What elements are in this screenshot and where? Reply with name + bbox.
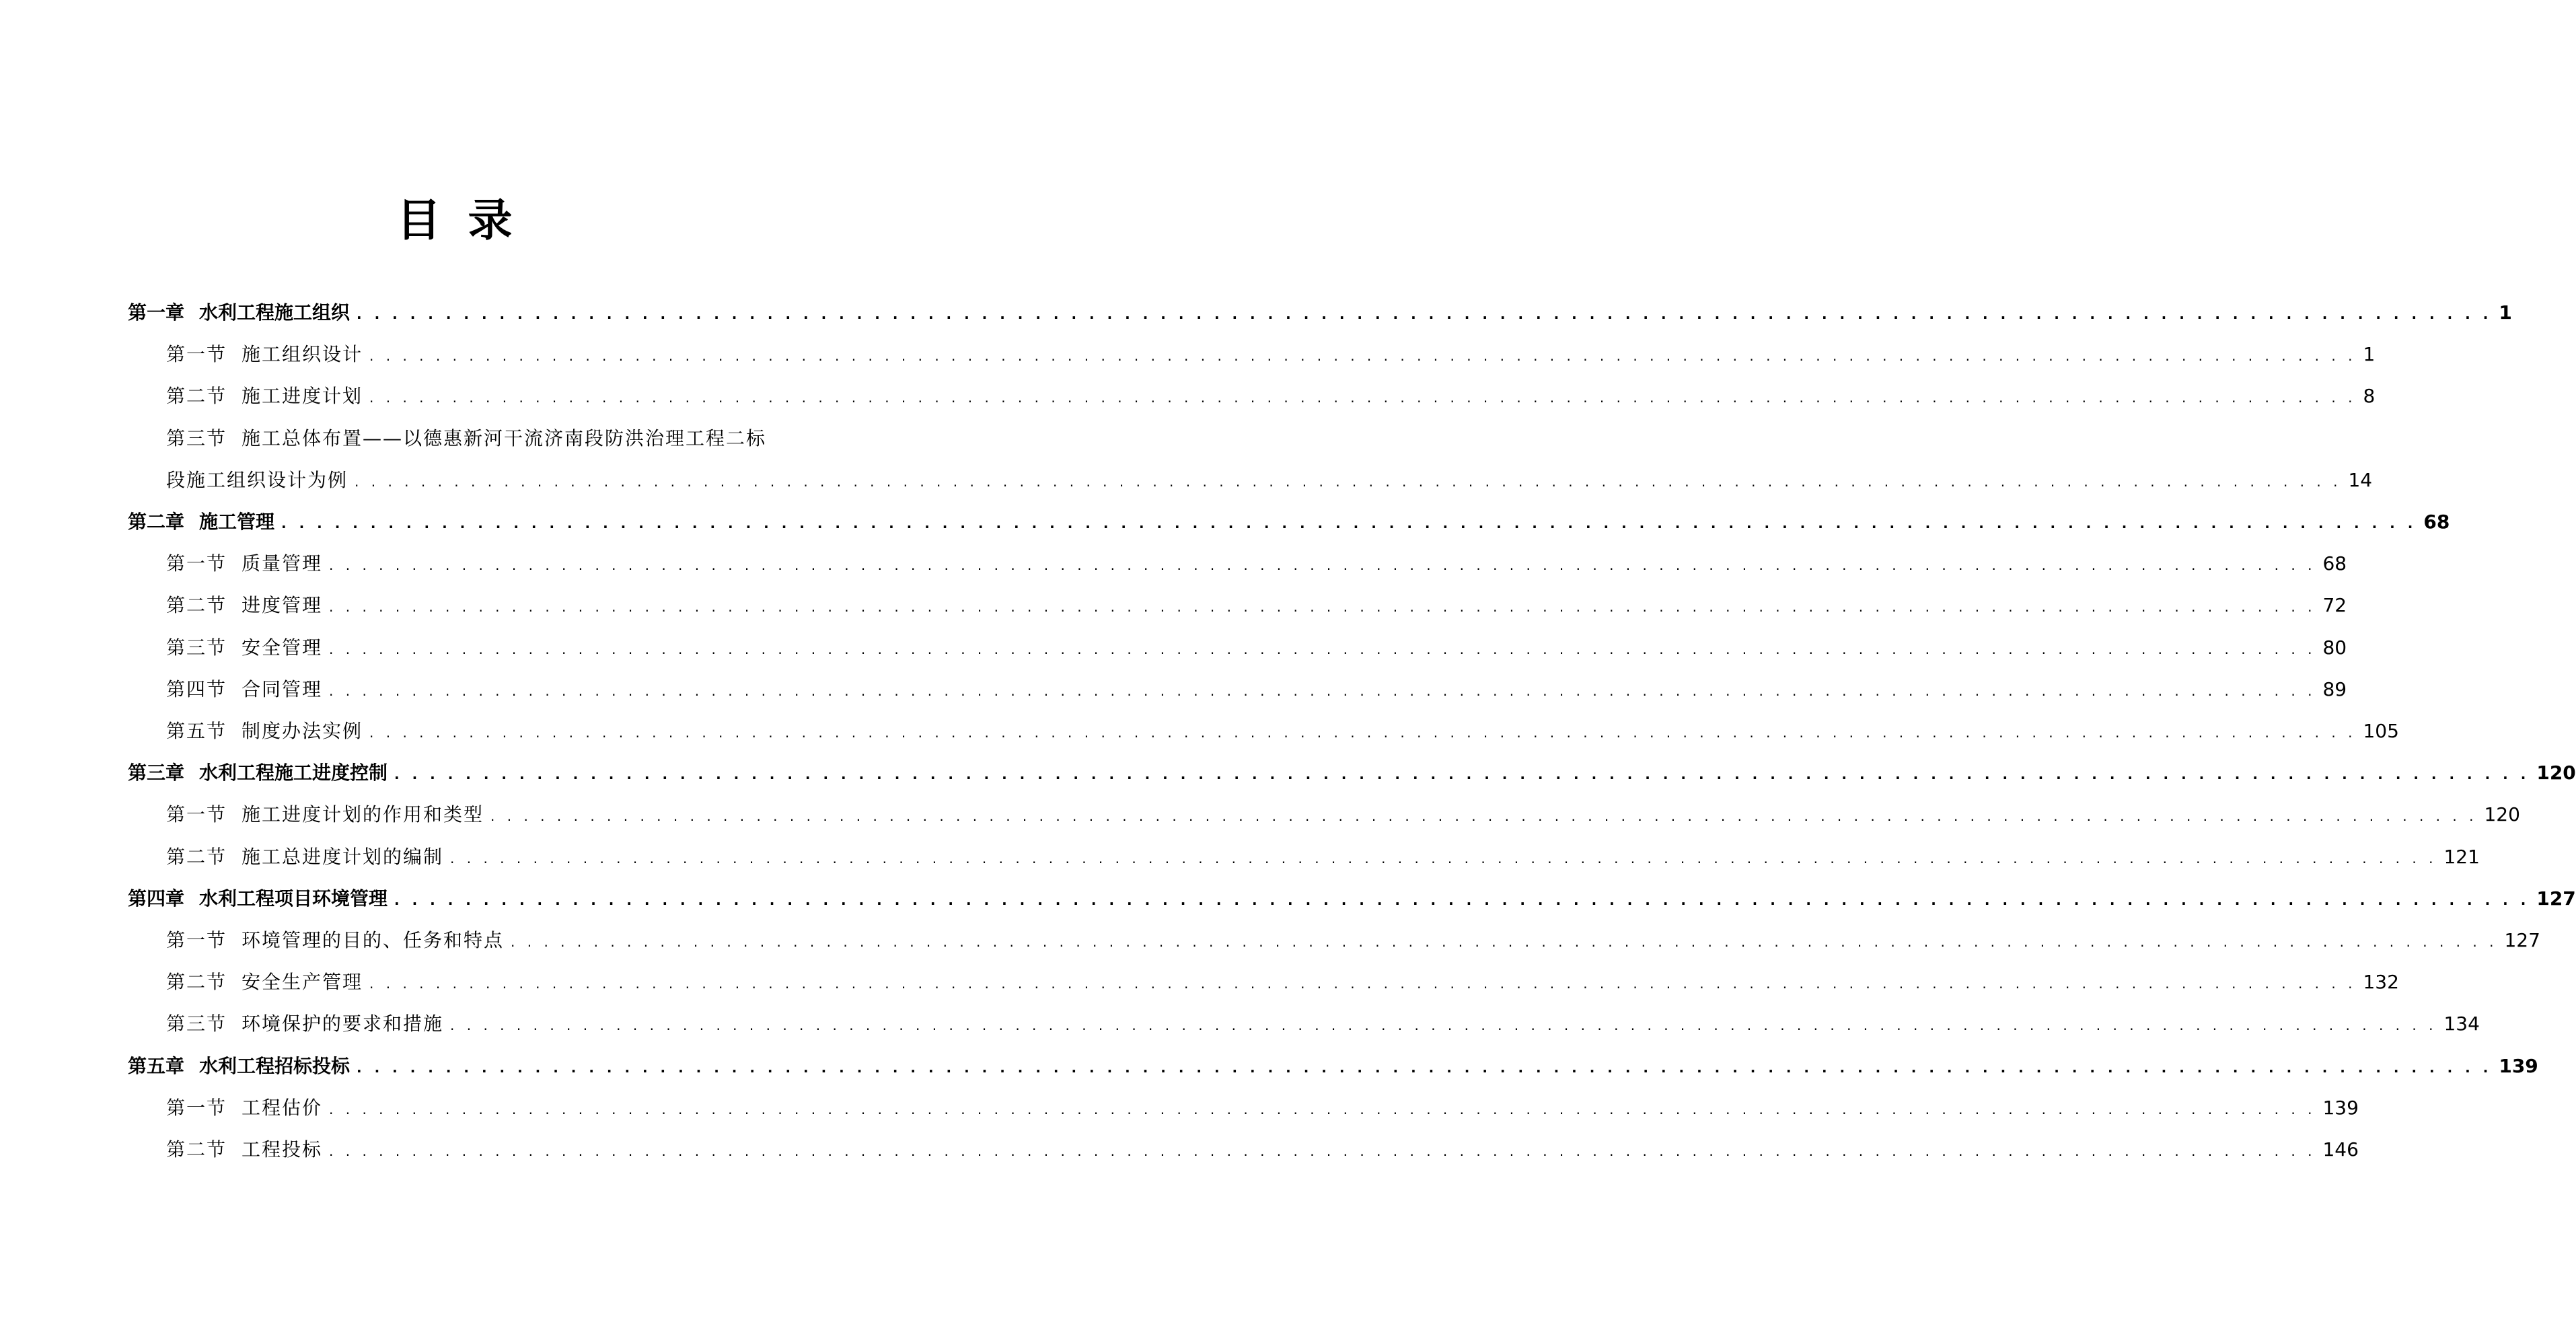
section-title: 施工进度计划的作用和类型 [242,803,484,826]
toc-section-entry [166,547,2347,581]
section-title: 质量管理 [242,552,323,575]
dot-leader: . . . . . . . . . . . . . . . . . . . . . . . . . . . . . . . . . . . . . . . . . . . . . . . . . . . . . . . . . . . . . . . . . . . . . . . . . . . . . . . . . . . . . . . . . . . . . . . . . . . . . . . . . . . . . . . . . . . . . . . . [357,306,2493,322]
page-number: 139 [2322,1096,2359,1119]
section-title: 进度管理 [242,594,323,617]
page-number: 127 [2504,929,2540,951]
section-title: 工程估价 [242,1096,323,1119]
toc-section-entry [166,464,2373,497]
chapter-number: 第四章 [128,887,185,910]
section-title: 安全生产管理 [242,971,363,994]
dot-leader: . . . . . . . . . . . . . . . . . . . . . . . . . . . . . . . . . . . . . . . . . . . . . . . . . . . . . . . . . . . . . . . . . . . . . . . . . . . . . . . . . . . . . . . . . . . . . . . . . . . . . . . . . . . . . . . . . . . . . . . . [329,1101,2316,1117]
dot-leader: . . . . . . . . . . . . . . . . . . . . . . . . . . . . . . . . . . . . . . . . . . . . . . . . . . . . . . . . . . . . . . . . . . . . . . . . . . . . . . . . . . . . . . . . . . . . . . . . . . . . . . . . . . . . . . . . . . . . . . . . [329,599,2316,616]
chapter-title: 水利工程施工组织 [199,301,351,324]
section-number: 第一节 [166,803,227,826]
dot-leader: . . . . . . . . . . . . . . . . . . . . . . . . . . . . . . . . . . . . . . . . . . . . . . . . . . . . . . . . . . . . . . . . . . . . . . . . . . . . . . . . . . . . . . . . . . . . . . . . . . . . . . . . . . . . . . . . . . . . . . . . [369,348,2357,365]
section-title: 合同管理 [242,677,323,700]
section-title: 工程投标 [242,1138,323,1161]
toc-section-entry [166,589,2347,622]
toc-section-entry [166,965,2399,999]
dot-leader: . . . . . . . . . . . . . . . . . . . . . . . . . . . . . . . . . . . . . . . . . . . . . . . . . . . . . . . . . . . . . . . . . . . . . . . . . . . . . . . . . . . . . . . . . . . . . . . . . . . . . . . . . . . . . . . . . . . . . . . . [490,808,2478,825]
page-number: 8 [2363,385,2376,408]
dot-leader: . . . . . . . . . . . . . . . . . . . . . . . . . . . . . . . . . . . . . . . . . . . . . . . . . . . . . . . . . . . . . . . . . . . . . . . . . . . . . . . . . . . . . . . . . . . . . . . . . . . . . . . . . . . . . . . . . . . . . . . . [511,934,2498,950]
toc-chapter-entry [128,756,2576,790]
section-title: 制度办法实例 [242,720,363,742]
toc-section-entry [166,924,2540,957]
section-number: 第一节 [166,1096,227,1119]
section-number: 第二节 [166,1138,227,1161]
page-number: 14 [2348,468,2373,491]
chapter-number: 第二章 [128,511,185,533]
page-title: 目录 [396,194,540,246]
toc-section-entry [166,798,2520,832]
dot-leader: . . . . . . . . . . . . . . . . . . . . . . . . . . . . . . . . . . . . . . . . . . . . . . . . . . . . . . . . . . . . . . . . . . . . . . . . . . . . . . . . . . . . . . . . . . . . . . . . . . . . . . . . . . . . . . . . . . . . . . . . [329,557,2316,574]
toc-section-entry [166,631,2347,665]
toc-section-entry [166,338,2376,371]
page-number: 1 [2499,301,2512,324]
toc-section-entry [166,714,2399,748]
page-number: 105 [2363,720,2399,742]
section-title: 施工总进度计划的编制 [242,845,444,868]
section-number: 第一节 [166,343,227,366]
page-number: 89 [2322,677,2347,700]
toc-section-entry [166,673,2347,706]
toc-section-entry [166,422,805,455]
toc-section-entry [166,1007,2480,1041]
dot-leader: . . . . . . . . . . . . . . . . . . . . . . . . . . . . . . . . . . . . . . . . . . . . . . . . . . . . . . . . . . . . . . . . . . . . . . . . . . . . . . . . . . . . . . . . . . . . . . . . . . . . . . . . . . . . . . . . . . . . . . . . [450,850,2437,867]
dot-leader: . . . . . . . . . . . . . . . . . . . . . . . . . . . . . . . . . . . . . . . . . . . . . . . . . . . . . . . . . . . . . . . . . . . . . . . . . . . . . . . . . . . . . . . . . . . . . . . . . . . . . . . . . . . . . . . . . . . . . . . . [281,515,2417,531]
dot-leader: . . . . . . . . . . . . . . . . . . . . . . . . . . . . . . . . . . . . . . . . . . . . . . . . . . . . . . . . . . . . . . . . . . . . . . . . . . . . . . . . . . . . . . . . . . . . . . . . . . . . . . . . . . . . . . . . . . . . . . . . [329,1143,2316,1159]
chapter-title: 水利工程招标投标 [199,1054,351,1077]
dot-leader: . . . . . . . . . . . . . . . . . . . . . . . . . . . . . . . . . . . . . . . . . . . . . . . . . . . . . . . . . . . . . . . . . . . . . . . . . . . . . . . . . . . . . . . . . . . . . . . . . . . . . . . . . . . . . . . . . . . . . . . . [369,976,2357,992]
section-number: 第三节 [166,427,227,449]
page-number: 146 [2322,1138,2359,1161]
section-title: 环境管理的目的、任务和特点 [242,929,505,951]
chapter-title: 水利工程施工进度控制 [199,762,388,784]
toc-chapter-entry [128,882,2576,916]
section-title: 环境保护的要求和措施 [242,1013,444,1035]
toc-section-entry [166,1091,2359,1125]
page-number: 132 [2363,971,2399,994]
section-title: 施工总体布置——以德惠新河干流济南段防洪治理工程二标 [242,427,767,449]
section-number: 第二节 [166,385,227,408]
section-number: 第二节 [166,845,227,868]
page-number: 120 [2536,762,2576,784]
dot-leader: . . . . . . . . . . . . . . . . . . . . . . . . . . . . . . . . . . . . . . . . . . . . . . . . . . . . . . . . . . . . . . . . . . . . . . . . . . . . . . . . . . . . . . . . . . . . . . . . . . . . . . . . . . . . . . . . . . . . . . . . [394,891,2530,908]
section-number: 第一节 [166,929,227,951]
toc-chapter-entry [128,296,2512,330]
toc-section-entry [166,840,2480,874]
chapter-title: 水利工程项目环境管理 [199,887,388,910]
page-number: 121 [2443,845,2480,868]
toc-section-entry [166,379,2376,413]
dot-leader: . . . . . . . . . . . . . . . . . . . . . . . . . . . . . . . . . . . . . . . . . . . . . . . . . . . . . . . . . . . . . . . . . . . . . . . . . . . . . . . . . . . . . . . . . . . . . . . . . . . . . . . . . . . . . . . . . . . . . . . . [329,682,2316,699]
page-number: 68 [2423,511,2450,533]
section-title: 安全管理 [242,636,323,659]
section-number: 第五节 [166,720,227,742]
page-number: 120 [2484,803,2520,826]
section-title: 施工进度计划 [242,385,363,408]
dot-leader: . . . . . . . . . . . . . . . . . . . . . . . . . . . . . . . . . . . . . . . . . . . . . . . . . . . . . . . . . . . . . . . . . . . . . . . . . . . . . . . . . . . . . . . . . . . . . . . . . . . . . . . . . . . . . . . . . . . . . . . . [357,1059,2493,1076]
toc-chapter-entry [128,1050,2538,1083]
section-number: 第二节 [166,594,227,617]
dot-leader: . . . . . . . . . . . . . . . . . . . . . . . . . . . . . . . . . . . . . . . . . . . . . . . . . . . . . . . . . . . . . . . . . . . . . . . . . . . . . . . . . . . . . . . . . . . . . . . . . . . . . . . . . . . . . . . . . . . . . . . . [355,473,2342,490]
dot-leader: . . . . . . . . . . . . . . . . . . . . . . . . . . . . . . . . . . . . . . . . . . . . . . . . . . . . . . . . . . . . . . . . . . . . . . . . . . . . . . . . . . . . . . . . . . . . . . . . . . . . . . . . . . . . . . . . . . . . . . . . [329,640,2316,657]
section-number: 第二节 [166,971,227,994]
section-number: 第三节 [166,1013,227,1035]
toc-section-entry [166,1133,2359,1167]
page-number: 68 [2322,552,2347,575]
dot-leader: . . . . . . . . . . . . . . . . . . . . . . . . . . . . . . . . . . . . . . . . . . . . . . . . . . . . . . . . . . . . . . . . . . . . . . . . . . . . . . . . . . . . . . . . . . . . . . . . . . . . . . . . . . . . . . . . . . . . . . . . [394,766,2530,783]
page-number: 134 [2443,1013,2480,1035]
chapter-number: 第五章 [128,1054,185,1077]
chapter-title: 施工管理 [199,511,275,533]
page-number: 139 [2499,1054,2538,1077]
section-title: 施工组织设计 [242,343,363,366]
dot-leader: . . . . . . . . . . . . . . . . . . . . . . . . . . . . . . . . . . . . . . . . . . . . . . . . . . . . . . . . . . . . . . . . . . . . . . . . . . . . . . . . . . . . . . . . . . . . . . . . . . . . . . . . . . . . . . . . . . . . . . . . [369,390,2357,406]
section-number: 第一节 [166,552,227,575]
page-number: 127 [2536,887,2576,910]
page-number: 80 [2322,636,2347,659]
chapter-number: 第一章 [128,301,185,324]
chapter-number: 第三章 [128,762,185,784]
page-number: 1 [2363,343,2376,366]
toc-chapter-entry [128,505,2450,539]
page-number: 72 [2322,594,2347,617]
section-number: 第三节 [166,636,227,659]
section-title: 段施工组织设计为例 [166,468,348,491]
dot-leader: . . . . . . . . . . . . . . . . . . . . . . . . . . . . . . . . . . . . . . . . . . . . . . . . . . . . . . . . . . . . . . . . . . . . . . . . . . . . . . . . . . . . . . . . . . . . . . . . . . . . . . . . . . . . . . . . . . . . . . . . [369,725,2357,741]
section-number: 第四节 [166,677,227,700]
dot-leader: . . . . . . . . . . . . . . . . . . . . . . . . . . . . . . . . . . . . . . . . . . . . . . . . . . . . . . . . . . . . . . . . . . . . . . . . . . . . . . . . . . . . . . . . . . . . . . . . . . . . . . . . . . . . . . . . . . . . . . . . [450,1017,2437,1034]
